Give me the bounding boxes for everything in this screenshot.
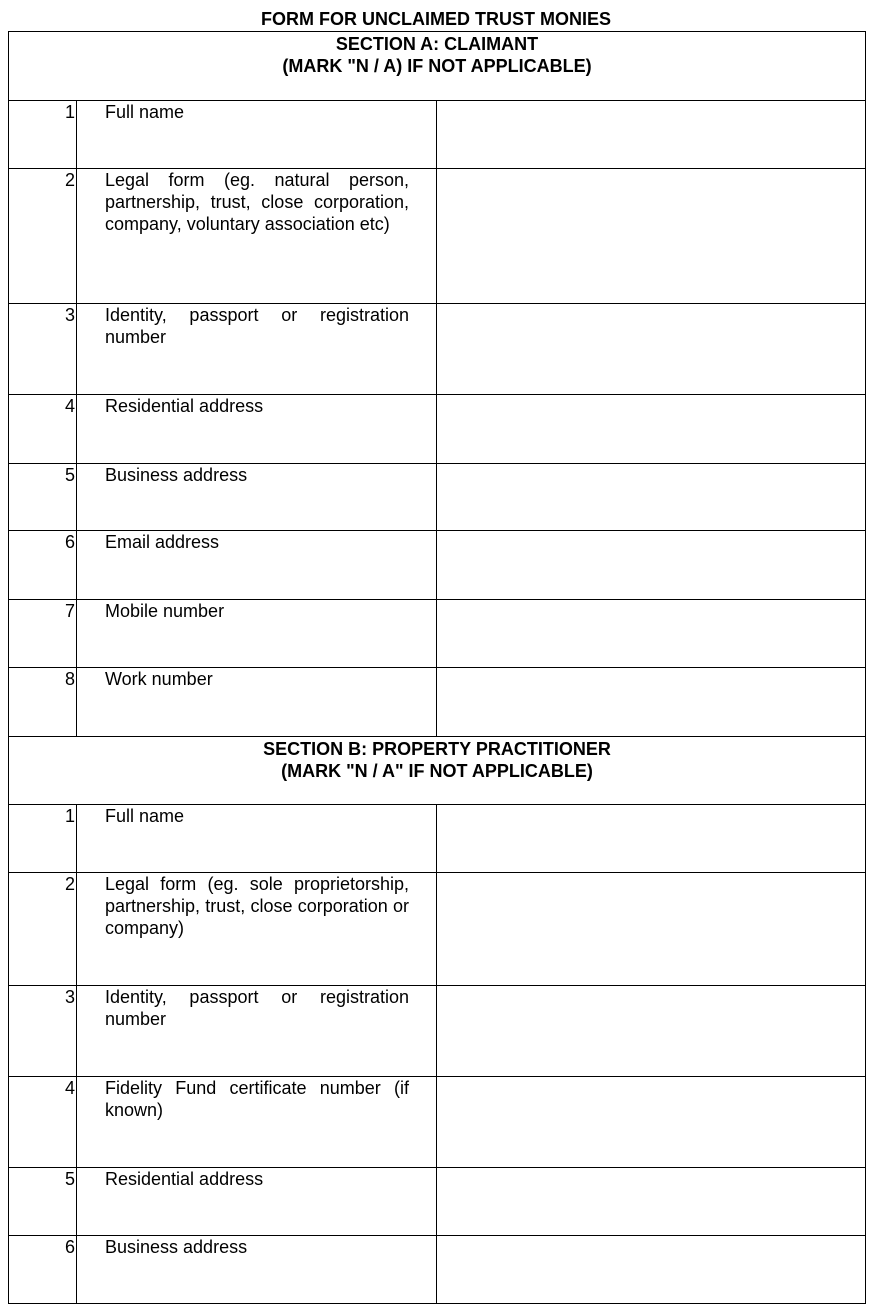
form-title: FORM FOR UNCLAIMED TRUST MONIES <box>261 9 611 29</box>
field-label <box>77 531 437 600</box>
section-a-header-row <box>9 32 866 101</box>
field-label <box>77 600 437 668</box>
field-label <box>77 395 437 464</box>
table-row <box>9 101 866 169</box>
table-row <box>9 395 866 464</box>
practitioner-legal-form-field[interactable] <box>437 873 866 986</box>
field-label-text: Work number <box>105 669 213 689</box>
table-row <box>9 805 866 873</box>
field-label-text: Residential address <box>105 1169 264 1189</box>
field-label-text: Full name <box>105 102 185 122</box>
field-label <box>77 101 437 169</box>
row-number: 3 <box>9 986 77 1077</box>
practitioner-fidelity-certificate-field[interactable] <box>437 1077 866 1168</box>
field-label <box>77 1168 437 1236</box>
table-row <box>9 600 866 668</box>
row-number: 8 <box>9 668 77 737</box>
practitioner-id-number-field[interactable] <box>437 986 866 1077</box>
row-number: 3 <box>9 304 77 395</box>
claimant-full-name-field[interactable] <box>437 101 866 169</box>
section-a-header <box>9 32 866 101</box>
practitioner-residential-address-field[interactable] <box>437 1168 866 1236</box>
field-label <box>77 986 437 1077</box>
field-label <box>77 668 437 737</box>
row-number: 7 <box>9 600 77 668</box>
field-label <box>77 873 437 986</box>
field-label <box>77 1077 437 1168</box>
claimant-email-field[interactable] <box>437 531 866 600</box>
table-row <box>9 1236 866 1304</box>
field-label <box>77 169 437 304</box>
claimant-id-number-field[interactable] <box>437 304 866 395</box>
field-label-text: Full name <box>105 806 185 826</box>
field-label <box>77 805 437 873</box>
table-row <box>9 668 866 737</box>
section-b-heading: SECTION B: PROPERTY PRACTITIONER <box>263 739 611 759</box>
field-label-text: Residential address <box>105 396 264 416</box>
table-row <box>9 304 866 395</box>
field-label-text: Identity, passport or registration number <box>105 305 409 347</box>
table-row <box>9 169 866 304</box>
claimant-work-number-field[interactable] <box>437 668 866 737</box>
section-a-note: (MARK "N / A) IF NOT APPLICABLE) <box>282 56 592 76</box>
row-number: 4 <box>9 395 77 464</box>
section-b-header-row <box>9 737 866 805</box>
table-row <box>9 464 866 531</box>
claimant-residential-address-field[interactable] <box>437 395 866 464</box>
claimant-mobile-field[interactable] <box>437 600 866 668</box>
field-label <box>77 464 437 531</box>
field-label-text: Email address <box>105 532 220 552</box>
claim-form-table <box>8 31 866 1304</box>
row-number: 6 <box>9 531 77 600</box>
field-label-text: Fidelity Fund certificate number (if known) <box>105 1078 409 1120</box>
table-row <box>9 873 866 986</box>
row-number: 1 <box>9 805 77 873</box>
claimant-legal-form-field[interactable] <box>437 169 866 304</box>
field-label-text: Identity, passport or registration number <box>105 987 409 1029</box>
field-label <box>77 1236 437 1304</box>
row-number: 5 <box>9 464 77 531</box>
section-b-header <box>9 737 866 805</box>
row-number: 6 <box>9 1236 77 1304</box>
table-row <box>9 1168 866 1236</box>
row-number: 2 <box>9 169 77 304</box>
row-number: 1 <box>9 101 77 169</box>
section-b-note: (MARK "N / A" IF NOT APPLICABLE) <box>281 761 593 781</box>
row-number: 5 <box>9 1168 77 1236</box>
practitioner-full-name-field[interactable] <box>437 805 866 873</box>
table-row <box>9 1077 866 1168</box>
section-a-heading: SECTION A: CLAIMANT <box>335 34 539 54</box>
field-label-text: Legal form (eg. natural person, partnership, trust, close corporation, company, voluntary association etc) <box>105 170 409 234</box>
field-label-text: Business address <box>105 465 248 485</box>
row-number: 2 <box>9 873 77 986</box>
field-label-text: Legal form (eg. sole proprietorship, partnership, trust, close corporation or company) <box>105 874 409 938</box>
claimant-business-address-field[interactable] <box>437 464 866 531</box>
practitioner-business-address-field[interactable] <box>437 1236 866 1304</box>
table-row <box>9 531 866 600</box>
table-row <box>9 986 866 1077</box>
field-label-text: Mobile number <box>105 601 225 621</box>
field-label <box>77 304 437 395</box>
field-label-text: Business address <box>105 1237 248 1257</box>
row-number: 4 <box>9 1077 77 1168</box>
